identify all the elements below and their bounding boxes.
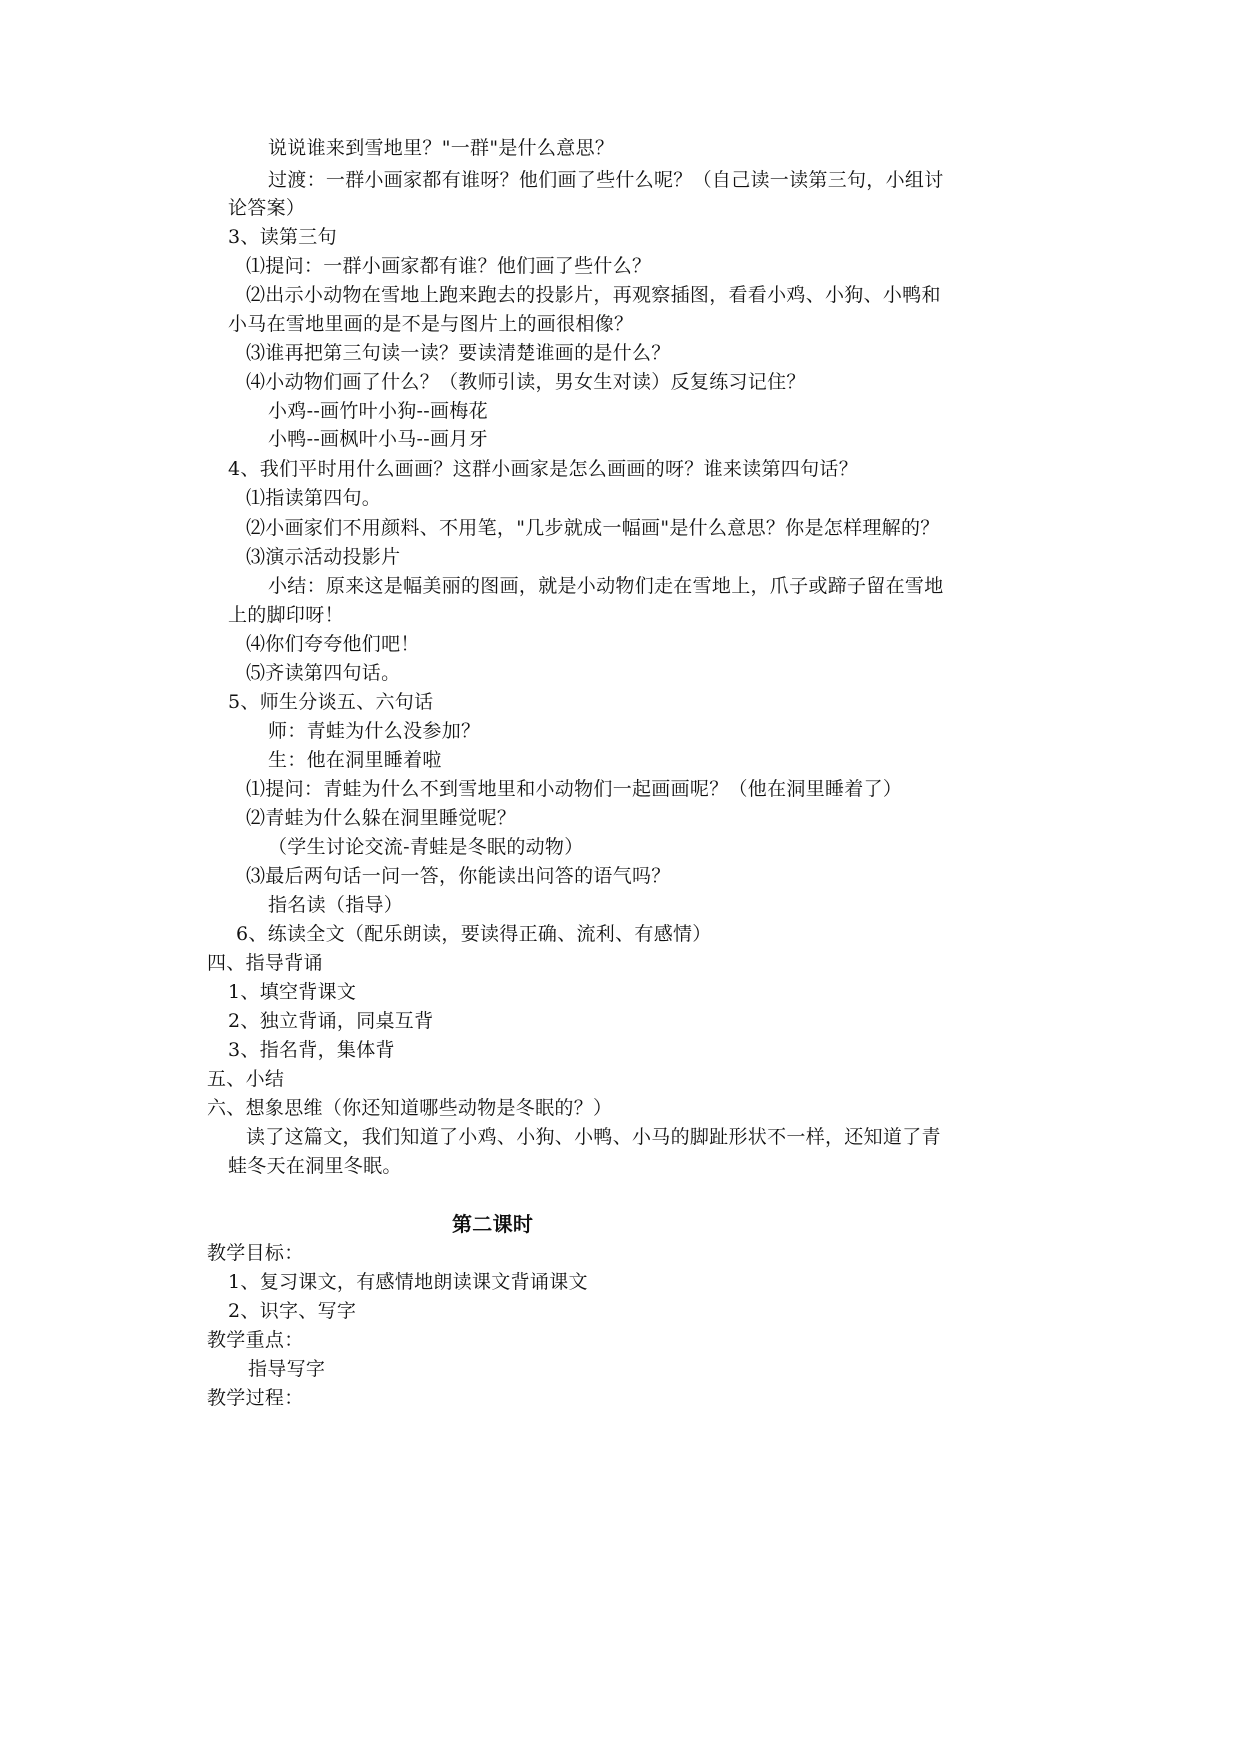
section-heading: 3、读第三句 <box>228 226 337 248</box>
section-heading: 5、师生分谈五、六句话 <box>228 691 434 713</box>
text-line: ⑶最后两句话一问一答，你能读出问答的语气吗？ <box>246 865 671 887</box>
text-line: ⑸齐读第四句话。 <box>246 662 401 684</box>
text-line: 过渡：一群小画家都有谁呀？他们画了些什么呢？（自己读一读第三句，小组讨 <box>268 169 944 191</box>
section-heading: 六、想象思维（你还知道哪些动物是冬眠的？） <box>207 1097 613 1119</box>
section-heading: 4、我们平时用什么画画？这群小画家是怎么画画的呀？谁来读第四句话？ <box>228 458 858 480</box>
section-heading: 四、指导背诵 <box>207 952 323 974</box>
text-line: ⑵小画家们不用颜料、不用笔，"几步就成一幅画"是什么意思？你是怎样理解的？ <box>246 517 940 539</box>
text-line: ⑷你们夸夸他们吧！ <box>246 633 420 655</box>
text-line: 师：青蛙为什么没参加？ <box>268 720 481 742</box>
section-heading: 6、练读全文（配乐朗读，要读得正确、流利、有感情） <box>236 923 712 945</box>
section-heading: 教学目标： <box>207 1242 304 1264</box>
text-line: 2、独立背诵，同桌互背 <box>228 1010 434 1032</box>
text-line: 2、识字、写字 <box>228 1300 357 1322</box>
text-line: 生：他在洞里睡着啦 <box>268 749 442 771</box>
section-heading: 五、小结 <box>207 1068 285 1090</box>
text-line: 指导写字 <box>248 1358 326 1380</box>
section-heading: 教学过程： <box>207 1387 304 1409</box>
lesson-title: 第二课时 <box>452 1212 534 1236</box>
text-line: ⑴提问：青蛙为什么不到雪地里和小动物们一起画画呢？（他在洞里睡着了） <box>246 778 903 800</box>
text-line: 3、指名背，集体背 <box>228 1039 395 1061</box>
text-line: ⑶演示活动投影片 <box>246 546 401 568</box>
text-line: 上的脚印呀！ <box>228 604 344 626</box>
text-line: ⑶谁再把第三句读一读？要读清楚谁画的是什么？ <box>246 342 671 364</box>
text-line: 指名读（指导） <box>268 894 404 916</box>
text-line: ⑴提问：一群小画家都有谁？他们画了些什么？ <box>246 255 652 277</box>
text-line: ⑵青蛙为什么躲在洞里睡觉呢？ <box>246 807 517 829</box>
text-line: 小鸡--画竹叶小狗--画梅花 <box>268 400 488 422</box>
text-line: ⑵出示小动物在雪地上跑来跑去的投影片，再观察插图，看看小鸡、小狗、小鸭和 <box>246 284 941 306</box>
section-heading: 教学重点： <box>207 1329 304 1351</box>
text-line: （学生讨论交流-青蛙是冬眠的动物） <box>268 836 584 858</box>
text-line: 小鸭--画枫叶小马--画月牙 <box>268 428 488 450</box>
text-line: ⑴指读第四句。 <box>246 487 382 509</box>
text-line: 蛙冬天在洞里冬眠。 <box>228 1155 402 1177</box>
text-line: ⑷小动物们画了什么？（教师引读，男女生对读）反复练习记住？ <box>246 371 806 393</box>
text-line: 小马在雪地里画的是不是与图片上的画很相像？ <box>228 313 634 335</box>
text-line: 1、填空背课文 <box>228 981 357 1003</box>
text-line: 小结：原来这是幅美丽的图画，就是小动物们走在雪地上，爪子或蹄子留在雪地 <box>268 575 944 597</box>
text-line: 论答案） <box>228 197 306 219</box>
text-line: 说说谁来到雪地里？"一群"是什么意思？ <box>268 137 615 159</box>
text-line: 1、复习课文，有感情地朗读课文背诵课文 <box>228 1271 588 1293</box>
text-line: 读了这篇文，我们知道了小鸡、小狗、小鸭、小马的脚趾形状不一样，还知道了青 <box>246 1126 941 1148</box>
